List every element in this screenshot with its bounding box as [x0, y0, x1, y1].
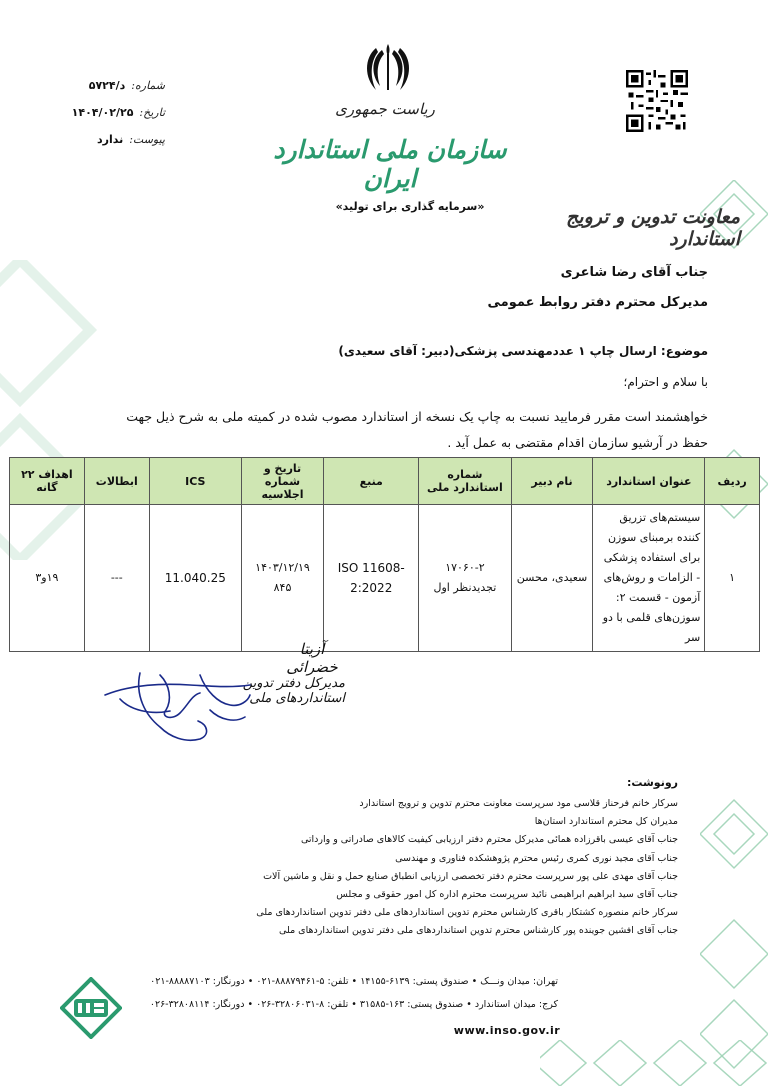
recipient-name: جناب آقای رضا شاعری: [560, 265, 708, 280]
list-item: جناب آقای افشین جوینده پور کارشناس محترم تدوین استانداردهای ملی دفتر تدوین استانداردهای ملی: [279, 925, 678, 937]
cell-source: ISO 11608-2:2022: [324, 505, 419, 652]
date-value: ۱۴۰۴/۰۲/۲۵: [71, 106, 134, 119]
list-item: مدیران کل محترم استاندارد استان‌ها: [534, 816, 678, 828]
number-label: شماره:: [131, 79, 165, 92]
col-national-number: شماره استاندارد ملی: [419, 458, 511, 505]
list-item: جناب آقای مهدی علی پور سرپرست محترم دفتر تخصصی ارزیابی انطباق صنایع حمل و نقل و ماشین آلات: [263, 870, 678, 882]
footer-karaj-address: کرج: میدان استاندارد • صندوق پستی: ۱۶۳-۳۱۵۸۵ • تلفن: ۸-۳۲۸۰۶۰۳۱-۰۲۶ • دورنگار: ۳۲۸۰۸۱۱۴-۰۲۶: [149, 999, 558, 1010]
standards-table: [9, 457, 760, 652]
list-item: سرکار خانم فرحناز قلاسی مود سرپرست معاونت محترم تدوین و ترویج استاندارد: [359, 798, 678, 809]
cell-index: ۱: [705, 505, 760, 652]
body-line-1: خواهشمند است مقرر فرمایید نسبت به چاپ یک نسخه از استاندارد مصوب شده در کمیته ملی به شرح ذیل جهت: [126, 409, 708, 424]
inso-logo-icon: [60, 977, 122, 1039]
website-link[interactable]: www.inso.gov.ir: [453, 1024, 561, 1037]
letter-meta: [50, 72, 165, 153]
footer-tehran-address: تهران: میدان ونـــک • صندوق پستی: ۶۱۳۹-۱۴۱۵۵ • تلفن: ۵-۸۸۸۷۹۴۶۱-۰۲۱ • دورنگار: ۸۸۸۸۷۱۰۳-۰۲۱: [150, 976, 558, 987]
attachment-value: ندارد: [96, 133, 124, 146]
list-item: سرکار خانم منصوره کشتکار باقری کارشناس محترم تدوین استانداردهای ملی دفتر تدوین استانداردهای ملی: [256, 907, 678, 919]
list-item: جناب آقای مجید نوری کمری رئیس محترم پژوهشکده فناوری و مهندسی: [395, 852, 678, 864]
qr-code-icon[interactable]: [626, 70, 688, 132]
table-row: [10, 505, 760, 652]
deputy-title: معاونت تدوین و ترویج استاندارد: [566, 206, 740, 250]
recipient-block: [308, 258, 708, 318]
signatory-title: مدیرکل دفتر تدوین استانداردهای ملی: [242, 676, 345, 706]
date-label: تاریخ:: [139, 106, 165, 119]
iran-emblem-icon: [360, 40, 416, 96]
col-source: منبع: [324, 458, 419, 505]
attachment-row: [50, 126, 165, 153]
attachment-label: پیوست:: [129, 133, 165, 146]
col-title: عنوان استاندارد: [593, 458, 705, 505]
cell-secretary: سعیدی، محسن: [511, 505, 593, 652]
cell-cancellations: ---: [84, 505, 149, 652]
list-item: جناب آقای عیسی باقرزاده همائی مدیرکل محترم دفتر ارزیابی کیفیت کالاهای صادراتی و وارداتی: [300, 834, 678, 846]
number-row: [50, 72, 165, 99]
table-header-row: [10, 458, 760, 505]
list-item: جناب آقای سید ابراهیم ابراهیمی نائید سرپرست محترم اداره کل امور حقوقی و مجلس: [336, 889, 678, 901]
body-line-2: حفظ در آرشیو سازمان اقدام مقتضی به عمل آید .: [447, 435, 708, 450]
number-value: د/۵۷۲۴: [88, 79, 126, 92]
cc-list: [118, 795, 678, 941]
letter-greeting: با سلام و احترام؛: [623, 375, 708, 389]
col-cancellations: ابطالات: [84, 458, 149, 505]
handwritten-signature-icon: [100, 655, 260, 755]
col-ics: ICS: [149, 458, 241, 505]
date-row: [50, 99, 165, 126]
col-meeting: تاریخ و شماره اجلاسیه: [241, 458, 323, 505]
cell-ics: 11.040.25: [149, 505, 241, 652]
col-goals: اهداف ۲۲ گانه: [10, 458, 85, 505]
organization-logo-text: سازمان ملی استاندارد ایران: [273, 135, 507, 193]
cell-meeting: ۱۴۰۳/۱۲/۱۹ ۸۴۵: [241, 505, 323, 652]
decorative-pattern-bottom: [540, 1040, 768, 1086]
cell-national-number: ۱۷۰۶۰-۲ تجدیدنظر اول: [419, 505, 511, 652]
col-index: ردیف: [705, 458, 760, 505]
cell-title: سیستم‌های تزریق کننده برمبنای سوزن برای استفاده پزشکی - الزامات و روش‌های آزمون - قسمت ۲: سوزن‌های قلمی با دو سر: [593, 505, 705, 652]
slogan: «سرمایه گذاری برای تولید»: [335, 200, 485, 213]
letter-body: [48, 404, 708, 456]
cc-title: رونوشت:: [626, 776, 678, 789]
presidency-title: ریاست جمهوری: [335, 100, 435, 118]
col-secretary: نام دبیر: [511, 458, 593, 505]
letter-subject: موضوع: ارسال چاپ ۱ عددمهندسی پزشکی(دبیر: آقای سعیدی): [338, 344, 708, 358]
cell-goals: ۱۹و۳: [10, 505, 85, 652]
recipient-title: مدیرکل محترم دفتر روابط عمومی: [487, 295, 708, 310]
signatory-name: آزیتا خضرائی: [286, 640, 338, 676]
